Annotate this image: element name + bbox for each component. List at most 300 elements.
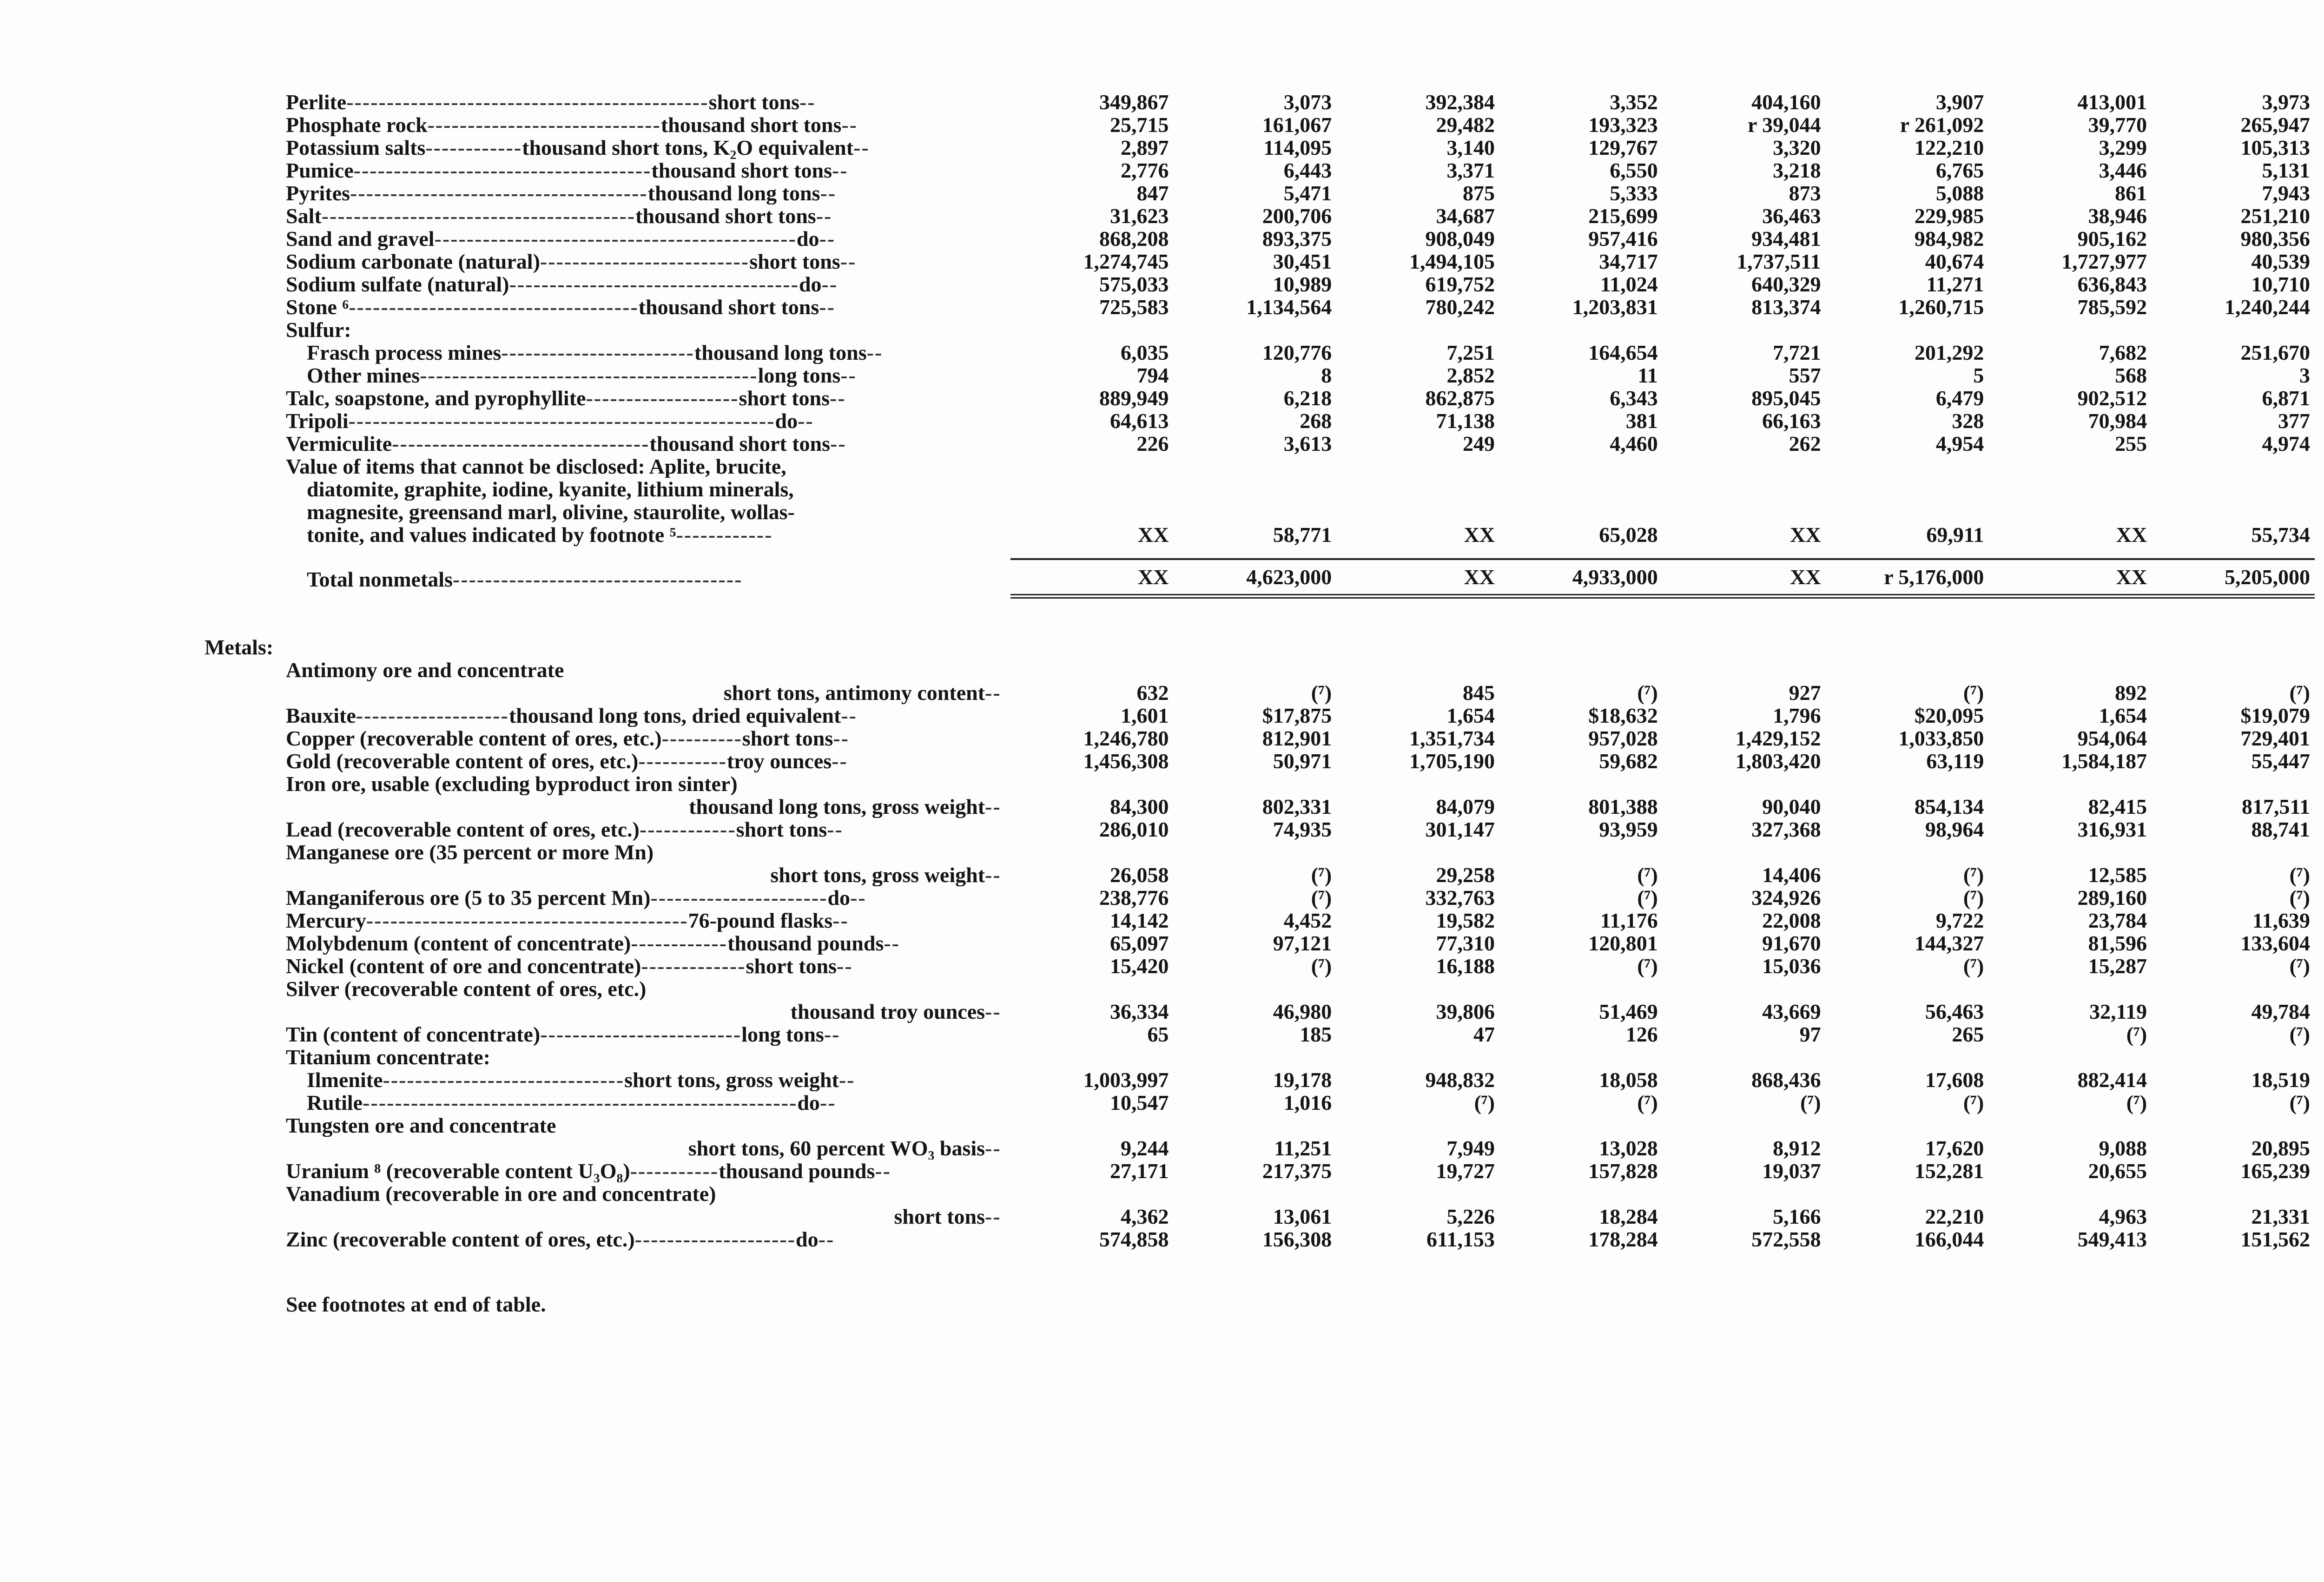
- table-cell-value: 39,770: [2088, 113, 2147, 137]
- dot-leader: -------------------------------------: [350, 182, 648, 204]
- table-row-label: [251, 204, 1010, 227]
- table-cell-value: 5,131: [2262, 158, 2310, 182]
- table-cell-value: r 39,044: [1747, 113, 1821, 137]
- table-row: [251, 250, 2315, 273]
- table-cell-value: 122,210: [1914, 136, 1984, 159]
- dot-leader: --: [841, 704, 857, 727]
- table-cell-value: 1,033,850: [1898, 726, 1984, 750]
- row-label-text: Sodium sulfate (natural): [286, 273, 509, 296]
- row-label-text: Pumice: [286, 159, 354, 182]
- table-cell-empty: [1663, 1182, 1826, 1205]
- table-cell-value: (⁷): [2289, 886, 2310, 910]
- table-cell-value: 1,134,564: [1246, 295, 1332, 319]
- table-cell-value: 1,246,780: [1083, 726, 1169, 750]
- table-cell-value: 90,040: [1762, 795, 1821, 818]
- table-cell-value: 954,064: [2077, 726, 2147, 750]
- table-cell-value: 17,608: [1925, 1068, 1984, 1092]
- undisclosed-text: Value of items that cannot be disclosed: Aplite, brucite,: [286, 455, 786, 478]
- table-cell-value: (⁷): [1963, 886, 1984, 910]
- spacer-row: [251, 596, 2315, 636]
- table-cell-value: (⁷): [1963, 1091, 1984, 1114]
- table-cell-empty: [2152, 1046, 2315, 1068]
- dot-leader: ------------: [676, 523, 773, 546]
- table-row: [251, 1205, 2315, 1228]
- table-cell-value: 9,244: [1120, 1136, 1169, 1160]
- table-cell-empty: [1010, 478, 1174, 501]
- row-label-text: Manganese ore (35 percent or more Mn): [286, 841, 654, 864]
- table-cell-value: 5,205,000: [2152, 559, 2315, 596]
- table-cell-value: 2,897: [1120, 136, 1169, 159]
- table-cell-value: 21,331: [2251, 1205, 2310, 1228]
- table-cell-empty: [1010, 501, 1174, 523]
- spacer-cell: [251, 546, 2315, 559]
- dot-leader: --: [985, 681, 1001, 704]
- table-cell-value: 6,765: [1935, 158, 1984, 182]
- row-label-text: Vanadium (recoverable in ore and concentrate): [286, 1182, 716, 1205]
- table-cell-value: 56,463: [1925, 1000, 1984, 1023]
- table-cell-value: XX: [1336, 559, 1499, 596]
- table-cell-value: 847: [1136, 181, 1169, 205]
- row-unit-text: short tons: [736, 818, 827, 841]
- dot-leader: ------------------------------: [383, 1068, 625, 1091]
- table-row-label: [251, 977, 1010, 1000]
- table-cell-value: 3,320: [1773, 136, 1821, 159]
- dot-leader: --: [850, 886, 866, 909]
- table-cell-value: 1,203,831: [1572, 295, 1658, 319]
- table-cell-empty: [2152, 455, 2315, 478]
- table-cell-value: 43,669: [1762, 1000, 1821, 1023]
- table-cell-value: 97,121: [1273, 931, 1332, 955]
- table-cell-value: 114,095: [1263, 136, 1332, 159]
- table-cell-empty: [1499, 501, 1663, 523]
- table-cell-value: 892: [2115, 681, 2147, 705]
- table-cell-value: 1,351,734: [1409, 726, 1495, 750]
- table-cell-value: 32,119: [2089, 1000, 2147, 1023]
- table-cell-value: 1,016: [1283, 1091, 1332, 1114]
- table-cell-value: 10,547: [1109, 1091, 1169, 1114]
- row-label-text: Frasch process mines: [307, 341, 502, 364]
- table-cell-value: 55,734: [2251, 523, 2310, 547]
- table-cell-value: 908,049: [1425, 227, 1495, 250]
- table-cell-value: (⁷): [1311, 681, 1332, 705]
- table-cell-value: 4,974: [2262, 432, 2310, 455]
- undisclosed-text-row: [251, 501, 2315, 523]
- table-cell-value: 93,959: [1599, 817, 1658, 841]
- table-row: [251, 795, 2315, 818]
- dot-leader: --------------------: [634, 1228, 796, 1251]
- table-cell-value: 2,852: [1446, 363, 1495, 387]
- table-cell-value: 845: [1463, 681, 1495, 705]
- table-cell-value: 47: [1473, 1022, 1495, 1046]
- table-cell-empty: [1826, 455, 1989, 478]
- table-cell-value: 29,258: [1436, 863, 1495, 887]
- table-row: [251, 977, 2315, 1000]
- table-cell-empty: [1173, 1114, 1336, 1137]
- row-label-text: Sodium carbonate (natural): [286, 250, 540, 273]
- row-label-text: Rutile: [307, 1091, 363, 1114]
- table-row-label: [251, 886, 1010, 909]
- row-label-text: Phosphate rock: [286, 113, 428, 136]
- table-cell-empty: [1826, 659, 1989, 681]
- table-row-label: [251, 432, 1010, 455]
- row-unit-text: thousand short tons: [638, 296, 819, 318]
- footnote-reference: See footnotes at end of table.: [286, 1292, 546, 1316]
- table-row: [251, 818, 2315, 841]
- table-cell-empty: [1010, 977, 1174, 1000]
- table-cell-value: 11: [1637, 363, 1658, 387]
- table-cell-value: 3,973: [2262, 90, 2310, 114]
- dot-leader: --: [799, 91, 816, 113]
- table-row-unit: [251, 1000, 1010, 1023]
- row-unit-text: thousand long tons, dried equivalent: [508, 704, 841, 727]
- table-cell-value: 105,313: [2240, 136, 2310, 159]
- table-cell-value: 7,682: [2099, 341, 2147, 364]
- row-unit-text: short tons, gross weight: [624, 1068, 839, 1091]
- table-cell-value: $19,079: [2240, 704, 2310, 727]
- dot-leader: -------------: [641, 955, 746, 977]
- row-label-text: Perlite: [286, 91, 347, 113]
- sulfur-heading-row: [251, 318, 2315, 341]
- row-unit-text: thousand long tons: [647, 182, 820, 204]
- table-cell-value: 25,715: [1109, 113, 1169, 137]
- table-cell-value: 13,061: [1273, 1205, 1332, 1228]
- row-label-text: Gold (recoverable content of ores, etc.): [286, 750, 639, 772]
- row-unit-text: do: [775, 409, 798, 432]
- table-cell-value: 58,771: [1273, 523, 1332, 547]
- table-cell-empty: [1173, 455, 1336, 478]
- table-cell-value: 286,010: [1099, 817, 1169, 841]
- table-cell-value: (⁷): [2289, 1091, 2310, 1114]
- table-cell-value: 4,623,000: [1173, 559, 1336, 596]
- row-label-text: Copper (recoverable content of ores, etc.): [286, 727, 662, 750]
- table-row-label: [251, 1182, 1010, 1205]
- table-cell-value: 862,875: [1425, 386, 1495, 410]
- table-cell-value: r 5,176,000: [1826, 559, 1989, 596]
- table-row: [251, 182, 2315, 204]
- table-cell-value: 7,949: [1446, 1136, 1495, 1160]
- table-cell-value: 1,803,420: [1735, 749, 1821, 773]
- table-cell-value: 801,388: [1588, 795, 1658, 818]
- table-row: [251, 159, 2315, 182]
- table-cell-value: 8: [1321, 363, 1332, 387]
- row-unit-text: thousand pounds: [727, 932, 884, 955]
- table-cell-value: 632: [1136, 681, 1169, 705]
- table-cell-value: 10,710: [2251, 272, 2310, 296]
- table-cell-value: (⁷): [1637, 1091, 1658, 1114]
- table-cell-value: 226: [1136, 432, 1169, 455]
- row-unit-text: thousand short tons: [651, 159, 832, 182]
- row-unit-text: thousand short tons: [660, 113, 842, 136]
- table-cell-value: (⁷): [1637, 681, 1658, 705]
- table-cell-value: 327,368: [1751, 817, 1821, 841]
- table-cell-empty: [1499, 636, 1663, 659]
- dot-leader: ----------: [661, 727, 742, 750]
- table-row: [251, 1137, 2315, 1160]
- table-cell-value: 51,469: [1599, 1000, 1658, 1023]
- table-cell-value: 729,401: [2240, 726, 2310, 750]
- table-cell-empty: [1499, 772, 1663, 795]
- table-cell-empty: [2152, 772, 2315, 795]
- table-cell-empty: [1988, 977, 2152, 1000]
- table-cell-value: 18,058: [1599, 1068, 1658, 1092]
- dot-leader: --: [819, 227, 836, 250]
- dot-leader: ---------------------------------------------: [346, 91, 709, 113]
- table-cell-value: 251,670: [2240, 341, 2310, 364]
- table-cell-value: 229,985: [1914, 204, 1984, 228]
- row-unit-text: short tons: [739, 387, 830, 409]
- table-cell-empty: [1988, 841, 2152, 864]
- table-cell-empty: [1499, 841, 1663, 864]
- table-cell-value: 785,592: [2077, 295, 2147, 319]
- table-cell-empty: [1010, 772, 1174, 795]
- table-cell-value: 157,828: [1588, 1159, 1658, 1183]
- table-cell-value: 3,446: [2099, 158, 2147, 182]
- table-cell-empty: [1336, 841, 1499, 864]
- table-cell-empty: [1826, 1114, 1989, 1137]
- table-cell-value: 16,188: [1436, 954, 1495, 978]
- table-cell-value: 11,024: [1600, 272, 1658, 296]
- table-cell-value: 50,971: [1273, 749, 1332, 773]
- table-cell-value: 568: [2115, 363, 2147, 387]
- table-cell-empty: [1336, 455, 1499, 478]
- table-cell-value: 948,832: [1425, 1068, 1495, 1092]
- table-cell-value: (⁷): [2289, 863, 2310, 887]
- table-cell-value: 4,460: [1610, 432, 1658, 455]
- row-label-text: Sand and gravel: [286, 227, 435, 250]
- table-cell-value: 46,980: [1273, 1000, 1332, 1023]
- table-cell-value: 1,737,511: [1736, 250, 1821, 273]
- dot-leader: --: [833, 727, 849, 750]
- table-cell-value: 5: [1973, 363, 1984, 387]
- table-cell-value: 7,251: [1446, 341, 1495, 364]
- table-cell-value: XX: [1464, 523, 1495, 547]
- table-cell-value: 5,088: [1935, 181, 1984, 205]
- table-cell-value: 404,160: [1751, 90, 1821, 114]
- table-cell-value: 251,210: [2240, 204, 2310, 228]
- table-cell-value: 316,931: [2077, 817, 2147, 841]
- table-row: [251, 296, 2315, 318]
- table-row: [251, 136, 2315, 159]
- table-cell-empty: [1826, 318, 1989, 341]
- table-cell-value: 9,088: [2099, 1136, 2147, 1160]
- table-cell-value: 1,494,105: [1409, 250, 1495, 273]
- table-row-label: [251, 91, 1010, 113]
- table-body: [205, 90, 2315, 1251]
- table-cell-value: 3,299: [2099, 136, 2147, 159]
- table-row-label: [251, 659, 1010, 681]
- table-cell-value: (⁷): [1637, 886, 1658, 910]
- table-cell-value: 151,562: [2240, 1227, 2310, 1251]
- table-cell-value: 549,413: [2077, 1227, 2147, 1251]
- dot-leader: --: [985, 864, 1001, 886]
- table-row: [251, 341, 2315, 364]
- table-cell-value: 126: [1625, 1022, 1658, 1046]
- row-label-text: Vermiculite: [286, 432, 392, 455]
- row-unit-text: do: [796, 1228, 819, 1251]
- table-cell-value: 3,073: [1283, 90, 1332, 114]
- table-cell-empty: [1499, 318, 1663, 341]
- row-label-text: Tripoli: [286, 409, 349, 432]
- table-cell-value: 156,308: [1262, 1227, 1332, 1251]
- table-cell-value: 802,331: [1262, 795, 1332, 818]
- dot-leader: ------------: [639, 818, 736, 841]
- table-cell-empty: [1988, 1182, 2152, 1205]
- table-cell-empty: [1010, 1182, 1174, 1205]
- table-cell-value: 377: [2278, 409, 2310, 433]
- dot-leader: --: [830, 387, 846, 409]
- section-heading: Metals:: [205, 635, 274, 659]
- row-label-text: Iron ore, usable (excluding byproduct iron sinter): [286, 772, 738, 795]
- table-cell-value: XX: [1790, 523, 1821, 547]
- table-cell-empty: [1010, 659, 1174, 681]
- table-cell-value: 164,654: [1588, 341, 1658, 364]
- undisclosed-text-last: tonite, and values indicated by footnote ⁵: [307, 523, 676, 546]
- table-cell-empty: [1499, 1182, 1663, 1205]
- table-row-label: [251, 1160, 1010, 1182]
- dot-leader: ------------------------------------------------------: [363, 1091, 798, 1114]
- table-row-label: [251, 909, 1010, 932]
- table-cell-value: 3,907: [1935, 90, 1984, 114]
- table-cell-value: 185: [1300, 1022, 1332, 1046]
- table-cell-empty: [2152, 636, 2315, 659]
- row-unit-text: long tons: [758, 364, 841, 387]
- dot-leader: ---------------------------------------: [321, 204, 636, 227]
- row-label-text: Salt: [286, 204, 322, 227]
- table-cell-value: 9,722: [1935, 909, 1984, 932]
- table-cell-value: 6,035: [1120, 341, 1169, 364]
- table-cell-empty: [2152, 977, 2315, 1000]
- table-row-unit: [251, 1137, 1010, 1160]
- table-row-label: [251, 364, 1010, 387]
- row-unit-text: short tons: [894, 1205, 985, 1228]
- table-cell-value: 144,327: [1914, 931, 1984, 955]
- dot-leader: ------------------------------------: [349, 296, 639, 318]
- table-cell-value: 63,119: [1926, 749, 1984, 773]
- table-row-label: [251, 704, 1010, 727]
- dot-leader: -------------------: [586, 387, 739, 409]
- table-cell-empty: [1988, 501, 2152, 523]
- table-cell-empty: [1663, 636, 1826, 659]
- table-cell-empty: [1336, 318, 1499, 341]
- table-cell-value: 4,954: [1935, 432, 1984, 455]
- undisclosed-text: diatomite, graphite, iodine, kyanite, lithium minerals,: [307, 478, 794, 501]
- dot-leader: --: [985, 1137, 1001, 1160]
- table-cell-empty: [1988, 318, 2152, 341]
- table-cell-value: 1,003,997: [1083, 1068, 1169, 1092]
- table-cell-value: 84,300: [1109, 795, 1169, 818]
- table-cell-value: 3: [2299, 363, 2310, 387]
- table-cell-value: 11,271: [1926, 272, 1984, 296]
- dot-leader: -----------: [638, 750, 727, 772]
- table-cell-value: (⁷): [1963, 954, 1984, 978]
- table-cell-value: 868,208: [1099, 227, 1169, 250]
- table-cell-value: 10,989: [1273, 272, 1332, 296]
- table-cell-empty: [1336, 478, 1499, 501]
- table-cell-value: 15,036: [1762, 954, 1821, 978]
- table-cell-value: 20,655: [2088, 1159, 2147, 1183]
- table-cell-value: 77,310: [1436, 931, 1495, 955]
- table-cell-value: 861: [2115, 181, 2147, 205]
- table-cell-value: 349,867: [1099, 90, 1169, 114]
- table-cell-empty: [1499, 1114, 1663, 1137]
- table-cell-value: 13,028: [1599, 1136, 1658, 1160]
- row-unit-text: thousand pounds: [719, 1160, 875, 1182]
- table-cell-value: 18,519: [2251, 1068, 2310, 1092]
- table-cell-value: 65,028: [1599, 523, 1658, 547]
- row-label-text: Silver (recoverable content of ores, etc.): [286, 977, 647, 1000]
- row-label-text: Uranium ⁸ (recoverable content U₃O₈): [286, 1160, 630, 1182]
- table-row: [251, 1114, 2315, 1137]
- undisclosed-text: [251, 523, 1010, 546]
- table-row: [251, 1023, 2315, 1046]
- table-cell-value: 14,406: [1762, 863, 1821, 887]
- total-nonmetals-row: [251, 559, 2315, 596]
- table-cell-empty: [1173, 636, 1336, 659]
- table-cell-value: 59,682: [1599, 749, 1658, 773]
- table-cell-value: 161,067: [1262, 113, 1332, 137]
- table-cell-value: 574,858: [1099, 1227, 1169, 1251]
- table-cell-value: 854,134: [1914, 795, 1984, 818]
- row-label-text: Potassium salts: [286, 136, 426, 159]
- dot-leader: -----------------------------------------------------: [348, 409, 775, 432]
- dot-leader: ------------------------------------: [509, 273, 799, 296]
- table-cell-value: 71,138: [1436, 409, 1495, 433]
- table-cell-value: 984,982: [1914, 227, 1984, 250]
- dot-leader: ------------------------------------: [452, 567, 743, 591]
- table-cell-value: 238,776: [1099, 886, 1169, 910]
- table-cell-value: 3,140: [1446, 136, 1495, 159]
- table-cell-value: 88,741: [2251, 817, 2310, 841]
- table-cell-value: 6,443: [1283, 158, 1332, 182]
- row-unit-text: troy ounces: [726, 750, 832, 772]
- dot-leader: --: [798, 409, 814, 432]
- row-unit-text: thousand troy ounces: [790, 1000, 985, 1023]
- table-cell-value: 5,166: [1773, 1205, 1821, 1228]
- table-cell-value: 19,037: [1762, 1159, 1821, 1183]
- table-row: [251, 932, 2315, 955]
- row-label-text: Molybdenum (content of concentrate): [286, 932, 631, 955]
- dot-leader: --: [819, 1091, 836, 1114]
- table-cell-value: (⁷): [1474, 1091, 1495, 1114]
- table-cell-empty: [2152, 841, 2315, 864]
- table-cell-value: 40,539: [2251, 250, 2310, 273]
- table-cell-empty: [1663, 455, 1826, 478]
- row-unit-text: do: [796, 227, 819, 250]
- dot-leader: ------------------------------------------: [420, 364, 758, 387]
- table-cell-value: 27,171: [1109, 1159, 1169, 1183]
- table-row-unit: [251, 864, 1010, 886]
- table-cell-empty: [1336, 1046, 1499, 1068]
- table-cell-value: 7,943: [2262, 181, 2310, 205]
- table-cell-empty: [1173, 977, 1336, 1000]
- row-unit-text: thousand short tons: [635, 204, 816, 227]
- dot-leader: ------------: [425, 136, 522, 159]
- dot-leader: -----------: [630, 1160, 719, 1182]
- table-cell-empty: [2152, 478, 2315, 501]
- table-cell-value: 26,058: [1109, 863, 1169, 887]
- table-cell-value: 289,160: [2077, 886, 2147, 910]
- table-cell-value: 39,806: [1436, 1000, 1495, 1023]
- table-cell-empty: [1499, 455, 1663, 478]
- table-cell-value: 262: [1789, 432, 1821, 455]
- table-row-label: [251, 159, 1010, 182]
- table-cell-empty: [1010, 318, 1174, 341]
- table-cell-value: 873: [1789, 181, 1821, 205]
- table-cell-empty: [1010, 636, 1174, 659]
- table-cell-value: 38,946: [2088, 204, 2147, 228]
- table-cell-value: 1,727,977: [2061, 250, 2147, 273]
- table-row: [251, 704, 2315, 727]
